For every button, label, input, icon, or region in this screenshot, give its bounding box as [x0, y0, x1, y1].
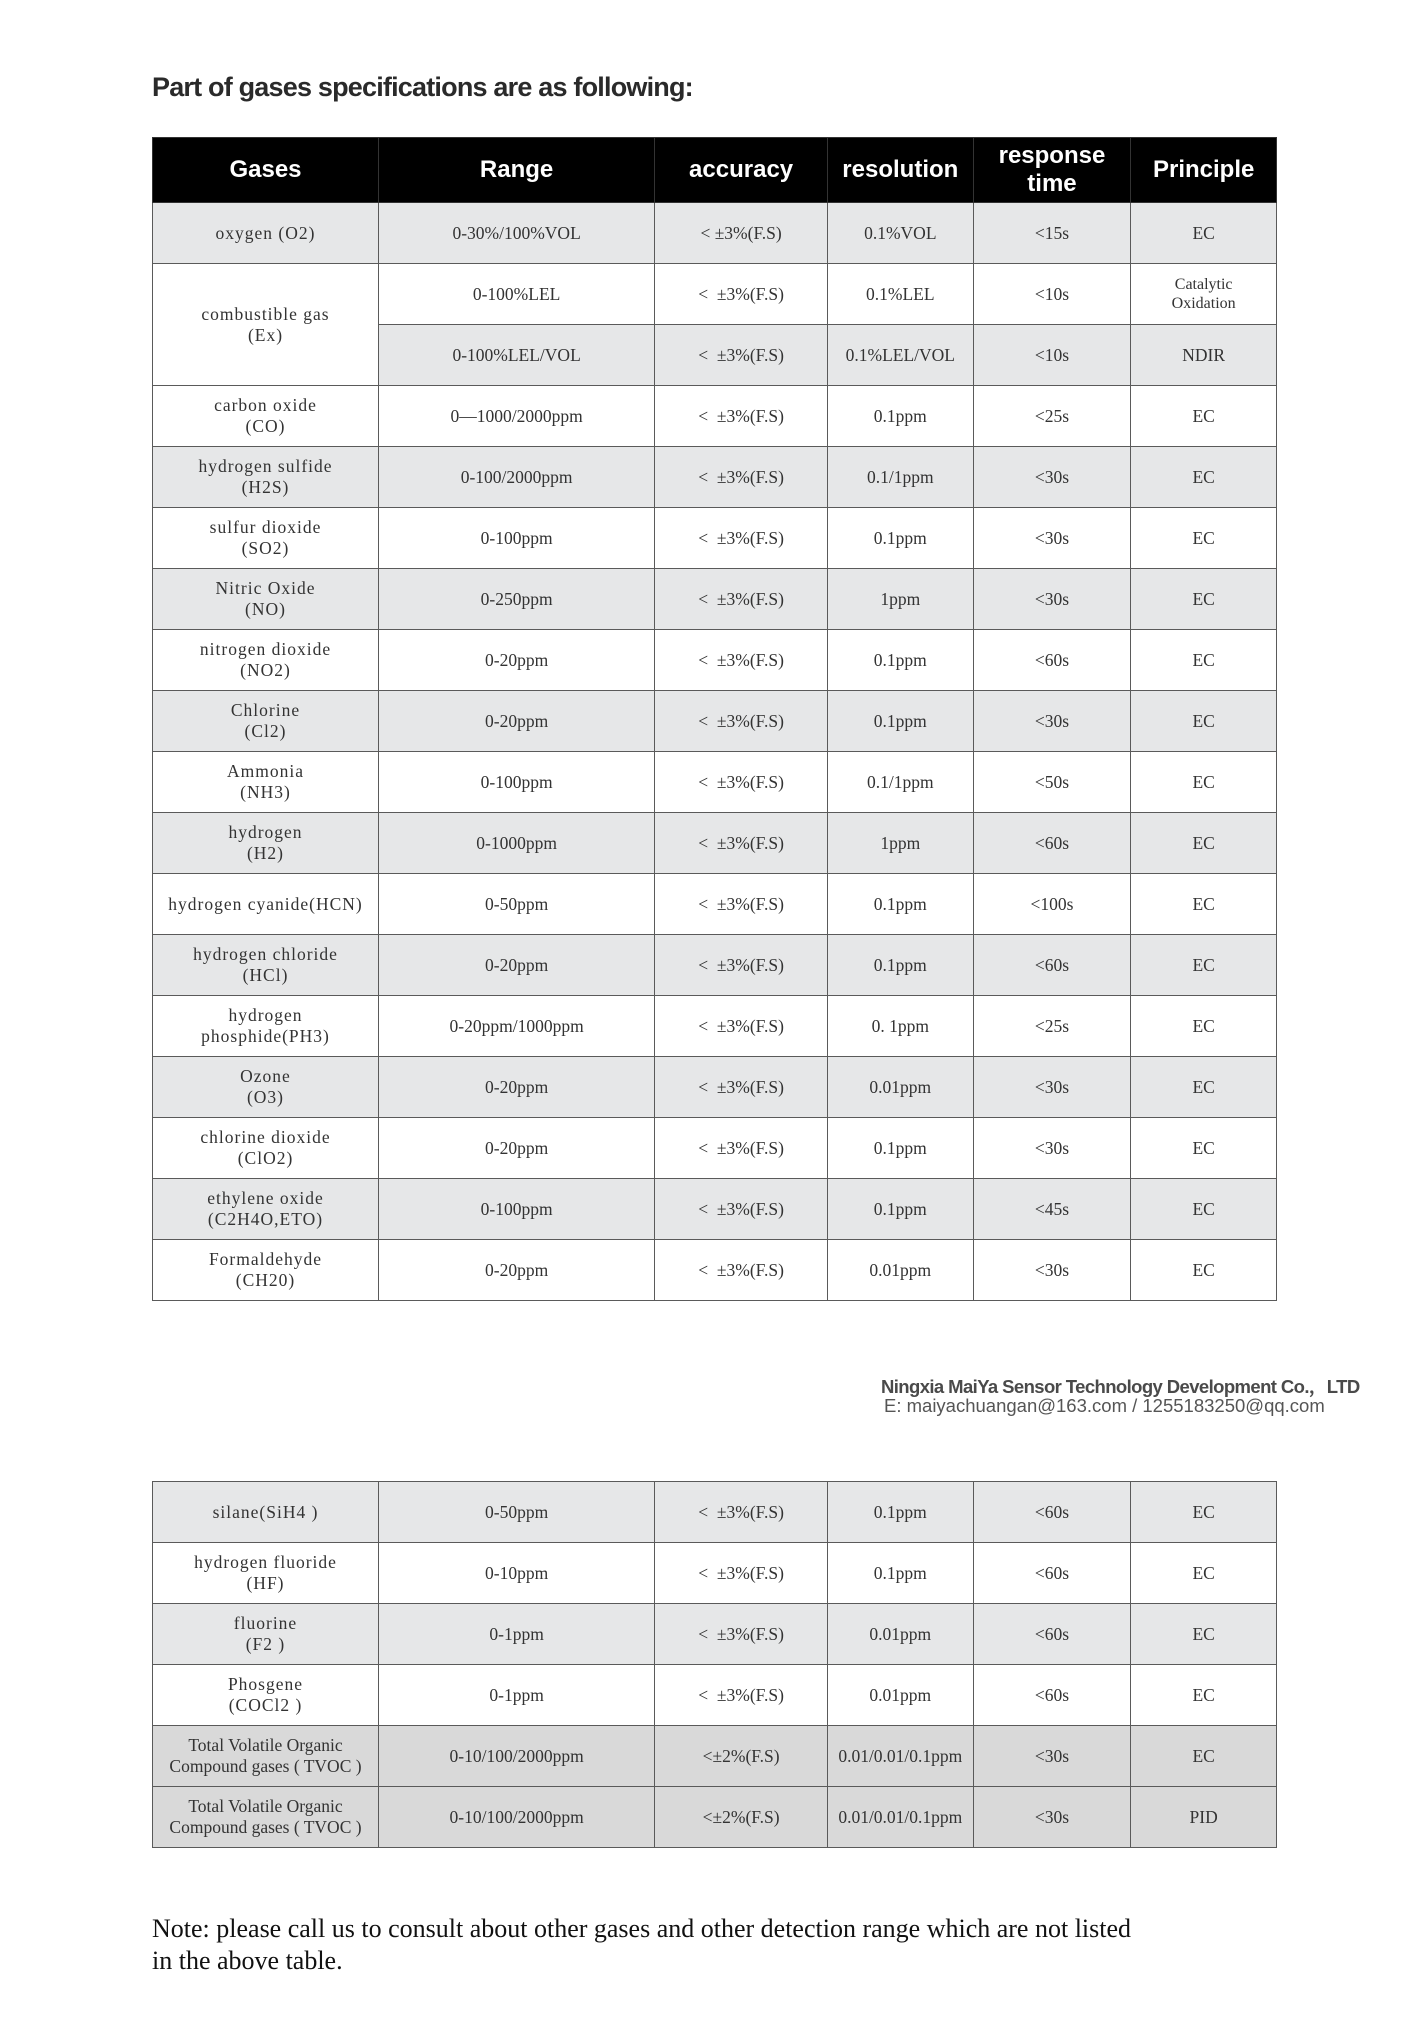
table-row: [153, 1240, 1277, 1301]
table-row: [153, 1665, 1277, 1726]
accuracy-cell: < ±3%(F.S): [655, 1118, 828, 1179]
response-time-cell: <10s: [973, 325, 1131, 386]
principle-cell: EC: [1131, 752, 1277, 813]
principle-cell: EC: [1131, 813, 1277, 874]
range-cell: 0-20ppm: [379, 691, 655, 752]
response-time-cell: <30s: [973, 1787, 1131, 1848]
gas-name-cell: carbon oxide (CO): [153, 386, 379, 447]
resolution-cell: 0.01ppm: [827, 1665, 973, 1726]
response-time-cell: <30s: [973, 1118, 1131, 1179]
resolution-cell: 0.01ppm: [827, 1240, 973, 1301]
range-cell: 0-100%LEL: [379, 264, 655, 325]
response-time-cell: <15s: [973, 203, 1131, 264]
resolution-cell: 0.01/0.01/0.1ppm: [827, 1787, 973, 1848]
response-time-cell: <30s: [973, 1057, 1131, 1118]
range-cell: 0-20ppm: [379, 1240, 655, 1301]
response-time-cell: <30s: [973, 569, 1131, 630]
response-time-cell: <30s: [973, 1240, 1131, 1301]
range-cell: 0-1ppm: [379, 1604, 655, 1665]
accuracy-cell: < ±3%(F.S): [655, 1543, 828, 1604]
accuracy-cell: < ±3%(F.S): [655, 386, 828, 447]
response-time-cell: <25s: [973, 386, 1131, 447]
gas-name-cell: sulfur dioxide (SO2): [153, 508, 379, 569]
resolution-cell: 0.1ppm: [827, 508, 973, 569]
page-title: Part of gases specifications are as following:: [152, 72, 693, 102]
response-time-cell: <60s: [973, 1482, 1131, 1543]
accuracy-cell: < ±3%(F.S): [655, 813, 828, 874]
response-time-cell: <60s: [973, 1543, 1131, 1604]
principle-cell: EC: [1131, 569, 1277, 630]
gas-name-cell: Formaldehyde (CH20): [153, 1240, 379, 1301]
accuracy-cell: < ±3%(F.S): [655, 1240, 828, 1301]
resolution-cell: 0.1%LEL: [827, 264, 973, 325]
accuracy-cell: < ±3%(F.S): [655, 1482, 828, 1543]
header-principle: Principle: [1131, 138, 1277, 203]
accuracy-cell: < ±3%(F.S): [655, 630, 828, 691]
gas-name-cell: hydrogen sulfide (H2S): [153, 447, 379, 508]
response-time-cell: <30s: [973, 691, 1131, 752]
range-cell: 0-20ppm/1000ppm: [379, 996, 655, 1057]
accuracy-cell: < ±3%(F.S): [655, 1179, 828, 1240]
table-row: [153, 386, 1277, 447]
resolution-cell: 0.1ppm: [827, 630, 973, 691]
gas-name-cell: hydrogen fluoride (HF): [153, 1543, 379, 1604]
principle-cell: EC: [1131, 1118, 1277, 1179]
table-row: [153, 1543, 1277, 1604]
range-cell: 0-100/2000ppm: [379, 447, 655, 508]
resolution-cell: 0.1ppm: [827, 874, 973, 935]
principle-cell: EC: [1131, 1057, 1277, 1118]
accuracy-cell: < ±3%(F.S): [655, 935, 828, 996]
range-cell: 0-100ppm: [379, 508, 655, 569]
principle-cell: EC: [1131, 1179, 1277, 1240]
resolution-cell: 0.01ppm: [827, 1604, 973, 1665]
response-time-cell: <100s: [973, 874, 1131, 935]
range-cell: 0-30%/100%VOL: [379, 203, 655, 264]
resolution-cell: 0.1ppm: [827, 1543, 973, 1604]
range-cell: 0-20ppm: [379, 630, 655, 691]
table-row: [153, 630, 1277, 691]
response-time-cell: <30s: [973, 447, 1131, 508]
principle-cell: Catalytic Oxidation: [1131, 264, 1277, 325]
table-row: [153, 508, 1277, 569]
gas-name-cell: silane(SiH4 ): [153, 1482, 379, 1543]
accuracy-cell: < ±3%(F.S): [655, 325, 828, 386]
response-time-cell: <60s: [973, 1604, 1131, 1665]
table-row: [153, 447, 1277, 508]
response-time-cell: <30s: [973, 508, 1131, 569]
table-row: [153, 1726, 1277, 1787]
principle-cell: EC: [1131, 1726, 1277, 1787]
table-row: [153, 874, 1277, 935]
principle-cell: EC: [1131, 386, 1277, 447]
principle-cell: EC: [1131, 1482, 1277, 1543]
resolution-cell: 0.1ppm: [827, 386, 973, 447]
gas-name-cell: Phosgene (COCl2 ): [153, 1665, 379, 1726]
principle-cell: EC: [1131, 508, 1277, 569]
principle-cell: EC: [1131, 203, 1277, 264]
resolution-cell: 0.01/0.01/0.1ppm: [827, 1726, 973, 1787]
accuracy-cell: < ±3%(F.S): [655, 508, 828, 569]
gas-name-cell: fluorine (F2 ): [153, 1604, 379, 1665]
resolution-cell: 0.1ppm: [827, 1118, 973, 1179]
resolution-cell: 0.1ppm: [827, 1482, 973, 1543]
table-row: [153, 935, 1277, 996]
header-resolution: resolution: [827, 138, 973, 203]
resolution-cell: 1ppm: [827, 569, 973, 630]
principle-cell: EC: [1131, 630, 1277, 691]
gas-name-cell: hydrogen phosphide(PH3): [153, 996, 379, 1057]
table-row: [153, 1482, 1277, 1543]
principle-cell: PID: [1131, 1787, 1277, 1848]
table-row: [153, 203, 1277, 264]
range-cell: 0-20ppm: [379, 935, 655, 996]
gas-name-cell: Total Volatile Organic Compound gases ( TVOC ): [153, 1726, 379, 1787]
gas-name-cell: Chlorine (Cl2): [153, 691, 379, 752]
gas-spec-table-continued: [152, 1481, 1277, 1848]
resolution-cell: 0.1ppm: [827, 691, 973, 752]
resolution-cell: 0.1/1ppm: [827, 447, 973, 508]
range-cell: 0-100%LEL/VOL: [379, 325, 655, 386]
range-cell: 0—1000/2000ppm: [379, 386, 655, 447]
response-time-cell: <50s: [973, 752, 1131, 813]
resolution-cell: 0.1ppm: [827, 1179, 973, 1240]
principle-cell: EC: [1131, 935, 1277, 996]
range-cell: 0-250ppm: [379, 569, 655, 630]
accuracy-cell: < ±3%(F.S): [655, 691, 828, 752]
response-time-cell: <25s: [973, 996, 1131, 1057]
principle-cell: EC: [1131, 1665, 1277, 1726]
header-accuracy: accuracy: [655, 138, 828, 203]
gas-name-cell: combustible gas (Ex): [153, 264, 379, 386]
table-row: [153, 996, 1277, 1057]
resolution-cell: 0.1ppm: [827, 935, 973, 996]
table-row: [153, 569, 1277, 630]
range-cell: 0-10/100/2000ppm: [379, 1787, 655, 1848]
header-response-time: response time: [973, 138, 1131, 203]
accuracy-cell: < ±3%(F.S): [655, 447, 828, 508]
principle-cell: EC: [1131, 691, 1277, 752]
gas-name-cell: hydrogen cyanide(HCN): [153, 874, 379, 935]
resolution-cell: 0.1%VOL: [827, 203, 973, 264]
accuracy-cell: < ±3%(F.S): [655, 264, 828, 325]
range-cell: 0-50ppm: [379, 874, 655, 935]
response-time-cell: <30s: [973, 1726, 1131, 1787]
range-cell: 0-1ppm: [379, 1665, 655, 1726]
header-range: Range: [379, 138, 655, 203]
gas-name-cell: Ozone (O3): [153, 1057, 379, 1118]
accuracy-cell: < ±3%(F.S): [655, 1665, 828, 1726]
accuracy-cell: < ±3%(F.S): [655, 874, 828, 935]
resolution-cell: 0. 1ppm: [827, 996, 973, 1057]
table-header-row: [153, 138, 1277, 203]
principle-cell: EC: [1131, 447, 1277, 508]
table-row: [153, 1604, 1277, 1665]
gas-name-cell: Nitric Oxide (NO): [153, 569, 379, 630]
range-cell: 0-10/100/2000ppm: [379, 1726, 655, 1787]
range-cell: 0-10ppm: [379, 1543, 655, 1604]
range-cell: 0-100ppm: [379, 1179, 655, 1240]
response-time-cell: <10s: [973, 264, 1131, 325]
accuracy-cell: < ±3%(F.S): [655, 203, 828, 264]
table-row: [153, 264, 1277, 325]
table-row: [153, 813, 1277, 874]
gas-name-cell: chlorine dioxide (ClO2): [153, 1118, 379, 1179]
table-row: [153, 752, 1277, 813]
gas-name-cell: ethylene oxide (C2H4O,ETO): [153, 1179, 379, 1240]
response-time-cell: <45s: [973, 1179, 1131, 1240]
range-cell: 0-50ppm: [379, 1482, 655, 1543]
gas-spec-table: [152, 137, 1277, 1301]
range-cell: 0-1000ppm: [379, 813, 655, 874]
gas-name-cell: oxygen (O2): [153, 203, 379, 264]
accuracy-cell: < ±3%(F.S): [655, 752, 828, 813]
accuracy-cell: < ±3%(F.S): [655, 1604, 828, 1665]
table-row: [153, 1787, 1277, 1848]
gas-name-cell: hydrogen (H2): [153, 813, 379, 874]
gas-name-cell: hydrogen chloride (HCl): [153, 935, 379, 996]
accuracy-cell: < ±3%(F.S): [655, 569, 828, 630]
response-time-cell: <60s: [973, 1665, 1131, 1726]
resolution-cell: 0.1/1ppm: [827, 752, 973, 813]
gas-name-cell: Total Volatile Organic Compound gases ( TVOC ): [153, 1787, 379, 1848]
company-email: E: maiyachuangan@163.com / 1255183250@qq.com: [884, 1395, 1325, 1416]
resolution-cell: 0.1%LEL/VOL: [827, 325, 973, 386]
range-cell: 0-20ppm: [379, 1118, 655, 1179]
response-time-cell: <60s: [973, 935, 1131, 996]
range-cell: 0-100ppm: [379, 752, 655, 813]
table-row: [153, 1057, 1277, 1118]
header-gases: Gases: [153, 138, 379, 203]
resolution-cell: 1ppm: [827, 813, 973, 874]
gas-name-cell: nitrogen dioxide (NO2): [153, 630, 379, 691]
response-time-cell: <60s: [973, 630, 1131, 691]
principle-cell: NDIR: [1131, 325, 1277, 386]
principle-cell: EC: [1131, 874, 1277, 935]
note-text: Note: please call us to consult about other gases and other detection range which are not listed in the above table.: [152, 1914, 1132, 1975]
table-row: [153, 691, 1277, 752]
principle-cell: EC: [1131, 996, 1277, 1057]
table-row: [153, 1179, 1277, 1240]
principle-cell: EC: [1131, 1240, 1277, 1301]
accuracy-cell: < ±3%(F.S): [655, 1057, 828, 1118]
company-name: Ningxia MaiYa Sensor Technology Development Co.，LTD: [881, 1376, 1360, 1397]
accuracy-cell: <±2%(F.S): [655, 1726, 828, 1787]
principle-cell: EC: [1131, 1543, 1277, 1604]
principle-cell: EC: [1131, 1604, 1277, 1665]
resolution-cell: 0.01ppm: [827, 1057, 973, 1118]
range-cell: 0-20ppm: [379, 1057, 655, 1118]
gas-name-cell: Ammonia (NH3): [153, 752, 379, 813]
table-row: [153, 1118, 1277, 1179]
accuracy-cell: <±2%(F.S): [655, 1787, 828, 1848]
accuracy-cell: < ±3%(F.S): [655, 996, 828, 1057]
response-time-cell: <60s: [973, 813, 1131, 874]
